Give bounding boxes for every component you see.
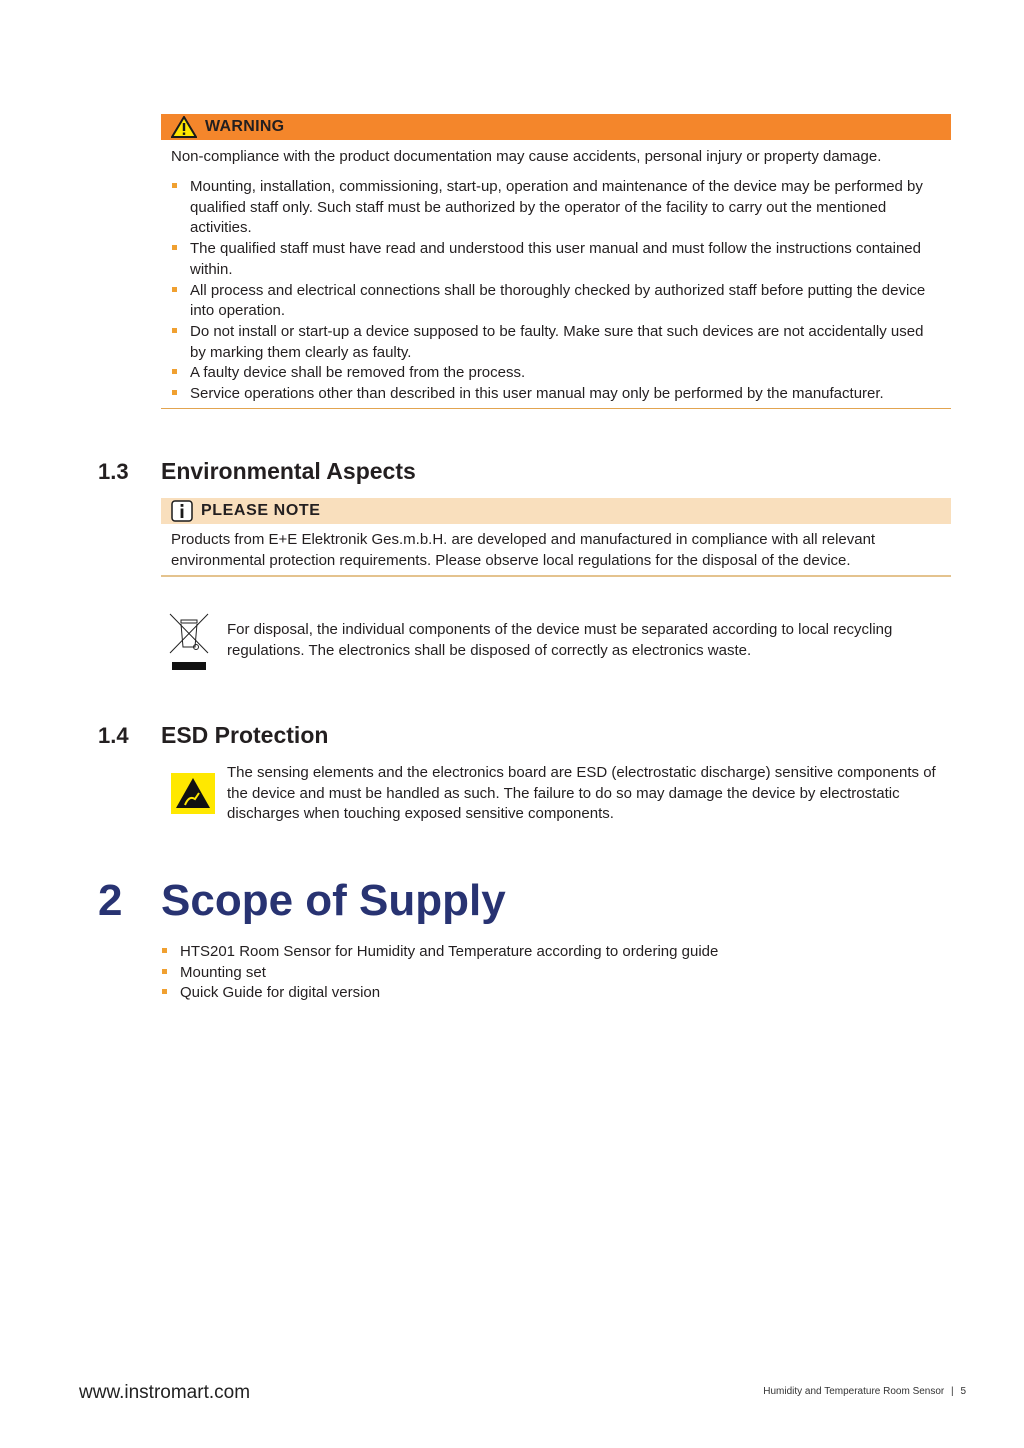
footer-info <box>763 1386 966 1397</box>
section-heading: Environmental Aspects <box>161 458 416 484</box>
esd-warning-icon <box>171 773 215 814</box>
weee-disposal-icon <box>169 613 209 671</box>
page-number: 5 <box>960 1386 966 1397</box>
disposal-text: For disposal, the individual components of the device must be separated according to local recycling regulations. The electronics shall be disposed of correctly as electronics waste. <box>227 621 893 659</box>
supply-list <box>161 942 941 1004</box>
footer-separator: | <box>951 1386 954 1397</box>
divider <box>161 575 951 577</box>
note-text: Products from E+E Elektronik Ges.m.b.H. are developed and manufactured in compliance with all relevant environmental protection requirements. Please observe local regulations for the disposal of the device. <box>171 531 876 569</box>
divider <box>161 408 951 409</box>
note-title: PLEASE NOTE <box>201 502 321 519</box>
list-item: Quick Guide for digital version <box>161 983 941 1004</box>
list-item: Service operations other than described in this user manual may only be performed by the manufacturer. <box>171 384 941 405</box>
warning-list <box>171 177 941 405</box>
list-item: A faulty device shall be removed from the process. <box>171 363 941 384</box>
chapter-heading: Scope of Supply <box>161 876 506 925</box>
warning-title: WARNING <box>205 118 285 135</box>
list-item: The qualified staff must have read and understood this user manual and must follow the instructions contained within. <box>171 239 941 280</box>
list-item: All process and electrical connections shall be thoroughly checked by authorized staff before putting the device into operation. <box>171 281 941 322</box>
list-item: Do not install or start-up a device supposed to be faulty. Make sure that such devices are not accidentally used by marking them clearly as faulty. <box>171 322 941 363</box>
footer-doc-title: Humidity and Temperature Room Sensor <box>763 1386 945 1397</box>
esd-text: The sensing elements and the electronics board are ESD (electrostatic discharge) sensitive components of the device and must be handled as such. The failure to do so may damage the device by electrostatic discharges when touching exposed sensitive components. <box>227 764 936 823</box>
warning-icon <box>171 116 197 138</box>
list-item: Mounting, installation, commissioning, start-up, operation and maintenance of the device may be performed by qualified staff only. Such staff must be authorized by the operator of the facility to carry out the mentioned activities. <box>171 177 941 239</box>
info-icon <box>171 500 193 522</box>
list-item: Mounting set <box>161 963 941 984</box>
section-number: 1.3 <box>98 459 129 484</box>
list-item: HTS201 Room Sensor for Humidity and Temperature according to ordering guide <box>161 942 941 963</box>
note-header <box>161 498 951 524</box>
chapter-number: 2 <box>98 876 123 925</box>
warning-header <box>161 114 951 140</box>
footer-website[interactable]: www.instromart.com <box>79 1382 251 1403</box>
warning-intro: Non-compliance with the product documentation may cause accidents, personal injury or property damage. <box>171 148 882 165</box>
section-number: 1.4 <box>98 723 129 748</box>
section-heading: ESD Protection <box>161 722 329 748</box>
